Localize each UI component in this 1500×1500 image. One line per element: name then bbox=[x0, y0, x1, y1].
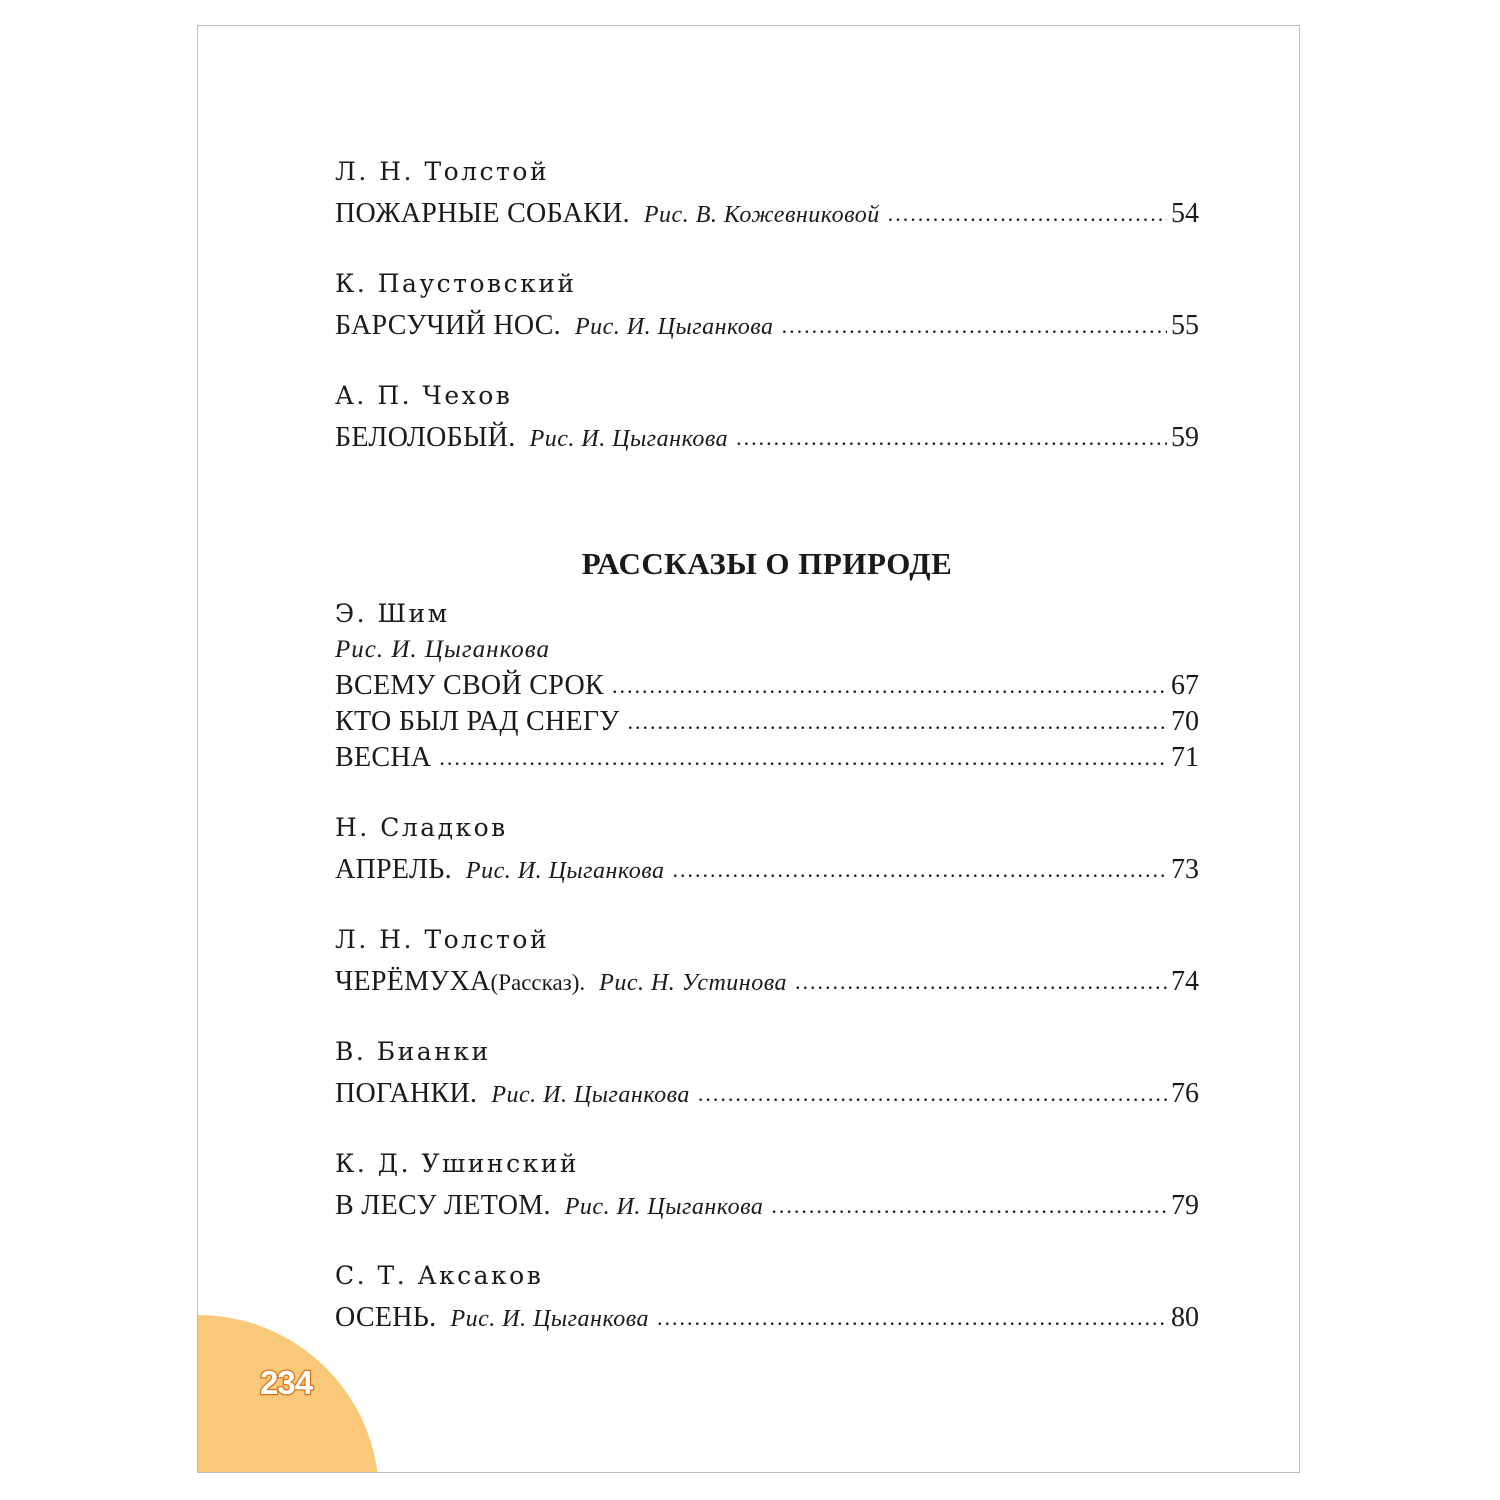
entry-page-number: 55 bbox=[1171, 310, 1199, 341]
entry-page-number: 76 bbox=[1171, 1078, 1199, 1109]
illustrator-credit: Рис. И. Цыганкова bbox=[335, 636, 550, 663]
entry-subtitle: (Рассказ). bbox=[490, 970, 586, 995]
entry-page-number: 54 bbox=[1171, 198, 1199, 229]
entry-title: БАРСУЧИЙ НОС. bbox=[335, 310, 561, 341]
toc-entry[interactable] bbox=[335, 1300, 1199, 1336]
illustrator-credit: Рис. И. Цыганкова bbox=[529, 426, 729, 452]
toc-entry[interactable] bbox=[335, 668, 1199, 704]
author-name: В. Бианки bbox=[335, 1037, 491, 1066]
illustrator-credit: Рис. И. Цыганкова bbox=[564, 1194, 764, 1220]
toc-entry[interactable] bbox=[335, 740, 1199, 776]
author-name: Л. Н. Толстой bbox=[335, 925, 550, 954]
dot-leader bbox=[771, 1188, 1167, 1224]
entry-title: ЧЕРЁМУХА bbox=[335, 966, 491, 997]
entry-title: АПРЕЛЬ. bbox=[335, 854, 452, 885]
dot-leader bbox=[439, 740, 1167, 776]
dot-leader bbox=[888, 196, 1167, 232]
entry-title: КТО БЫЛ РАД СНЕГУ bbox=[335, 706, 620, 737]
dot-leader bbox=[782, 308, 1167, 344]
author-name: Н. Сладков bbox=[335, 813, 508, 842]
entry-page-number: 59 bbox=[1171, 422, 1199, 453]
entry-page-number: 71 bbox=[1171, 742, 1199, 773]
entry-title: В ЛЕСУ ЛЕТОМ. bbox=[335, 1190, 551, 1221]
toc-entry[interactable] bbox=[335, 1188, 1199, 1224]
illustrator-credit: Рис. И. Цыганкова bbox=[450, 1306, 650, 1332]
entry-page-number: 79 bbox=[1171, 1190, 1199, 1221]
illustrator-credit: Рис. В. Кожевниковой bbox=[643, 202, 880, 228]
illustrator-credit: Рис. И. Цыганкова bbox=[465, 858, 665, 884]
dot-leader bbox=[698, 1076, 1167, 1112]
dot-leader bbox=[673, 852, 1168, 888]
entry-title: ОСЕНЬ. bbox=[335, 1302, 437, 1333]
book-page bbox=[197, 25, 1300, 1473]
entry-title: ПОЖАРНЫЕ СОБАКИ. bbox=[335, 198, 630, 229]
dot-leader bbox=[657, 1300, 1167, 1336]
entry-title: ВСЕМУ СВОЙ СРОК bbox=[335, 670, 604, 701]
entry-page-number: 67 bbox=[1171, 670, 1199, 701]
author-name: К. Д. Ушинский bbox=[335, 1149, 580, 1178]
entry-page-number: 80 bbox=[1171, 1302, 1199, 1333]
author-name: А. П. Чехов bbox=[335, 381, 513, 410]
page-number: 234 bbox=[260, 1364, 313, 1401]
toc-entry[interactable] bbox=[335, 196, 1199, 232]
toc-entry[interactable] bbox=[335, 704, 1199, 740]
toc-entry[interactable] bbox=[335, 1076, 1199, 1112]
dot-leader bbox=[736, 420, 1167, 456]
dot-leader bbox=[612, 668, 1167, 704]
author-name: С. Т. Аксаков bbox=[335, 1261, 544, 1290]
toc-entry[interactable] bbox=[335, 964, 1199, 1000]
toc-entry[interactable] bbox=[335, 852, 1199, 888]
dot-leader bbox=[795, 964, 1167, 1000]
dot-leader bbox=[628, 704, 1167, 740]
entry-title: ПОГАНКИ. bbox=[335, 1078, 478, 1109]
illustrator-credit: Рис. И. Цыганкова bbox=[491, 1082, 690, 1108]
toc-entry[interactable] bbox=[335, 308, 1199, 344]
illustrator-credit: Рис. И. Цыганкова bbox=[574, 314, 774, 340]
section-title: РАССКАЗЫ О ПРИРОДЕ bbox=[581, 546, 953, 581]
entry-page-number: 70 bbox=[1171, 706, 1199, 737]
entry-page-number: 73 bbox=[1171, 854, 1199, 885]
illustrator-credit: Рис. Н. Устинова bbox=[599, 970, 787, 996]
entry-page-number: 74 bbox=[1171, 966, 1199, 997]
author-name: К. Паустовский bbox=[335, 269, 577, 298]
table-of-contents bbox=[335, 154, 1199, 1336]
entry-title: БЕЛОЛОБЫЙ. bbox=[335, 422, 516, 453]
author-name: Л. Н. Толстой bbox=[335, 157, 550, 186]
toc-entry[interactable] bbox=[335, 420, 1199, 456]
author-name: Э. Шим bbox=[335, 599, 450, 628]
entry-title: ВЕСНА bbox=[335, 742, 432, 773]
